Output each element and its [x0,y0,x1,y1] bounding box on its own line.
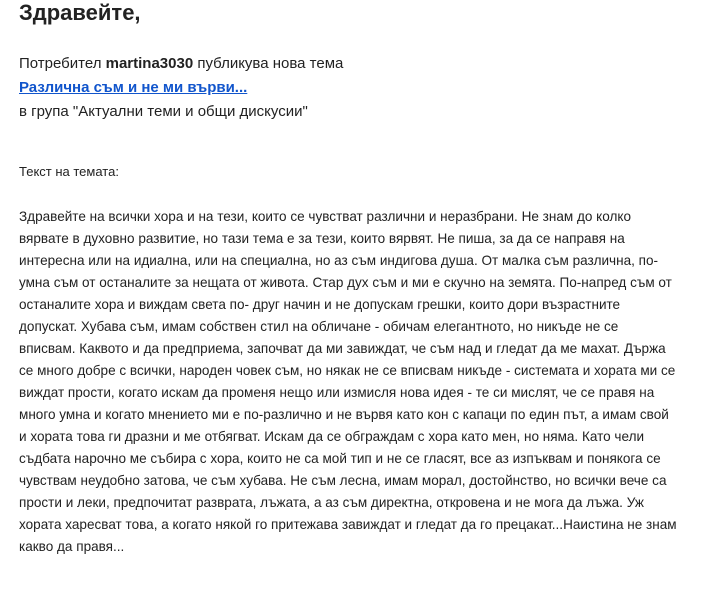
notice-line [19,52,679,76]
group-line: в група "Актуални теми и общи дискусии" [19,103,308,120]
greeting-heading: Здравейте, [19,0,141,25]
new-topic-notice [19,52,679,124]
topic-text-label: Текст на темата: [19,164,119,179]
notice-action: публикува нова тема [197,55,344,72]
username: martina3030 [105,55,194,72]
topic-body-text: Здравейте на всички хора и на тези, които се чувстват различни и неразбрани. Не знам до колко вярвате в духовно развитие, но тази тема е за тези, които вярвят. Не пиша, за да се направя на интересна или на идиална, или на специална, но аз съм индигова душа. От малка съм различна, по- умна съм от останалите за нещата от живота. Стар дух съм и ми е скучно на земята. По-напред съм от останалите хора и виждам света по- друг начин и не допускам грешки, които дори възрастните допускат. Хубава съм, имам собствен стил на обличане - обичам елегантното, но никъде не се вписвам. Каквото и да предприема, започват да ми завиждат, че съм над и гледат да ме махат. Държа се много добре с всички, народен човек съм, но някак не се вписвам никъде - системата и хората ми се виждат прости, когато искам да променя нещо или измисля нова идея - те си мислят, че се правя на много умна и когато мнението ми е по-различно и не вървя като кон с капаци по един път, а имам свой и хората това ги дразни и ме отбягват. Искам да се обграждам с хора като мен, но няма. Като чели съдбата нарочно ме събира с хора, които не са мой тип и не се гласят, все аз изпъквам и понякога се чувствам неудобно затова, че съм хубава. Не съм лесна, имам морал, достойнство, но всички вече са прости и леки, предпочитат разврата, лъжата, а аз съм директна, откровена и не мога да лъжа. Уж хората харесват това, а когато някой го притежава завиждат и гледат да го прецакат...Наистина не знам какво да правя... [19,209,677,554]
topic-title-link[interactable]: Различна съм и не ми върви... [19,79,248,96]
notice-prefix: Потребител [19,55,102,72]
